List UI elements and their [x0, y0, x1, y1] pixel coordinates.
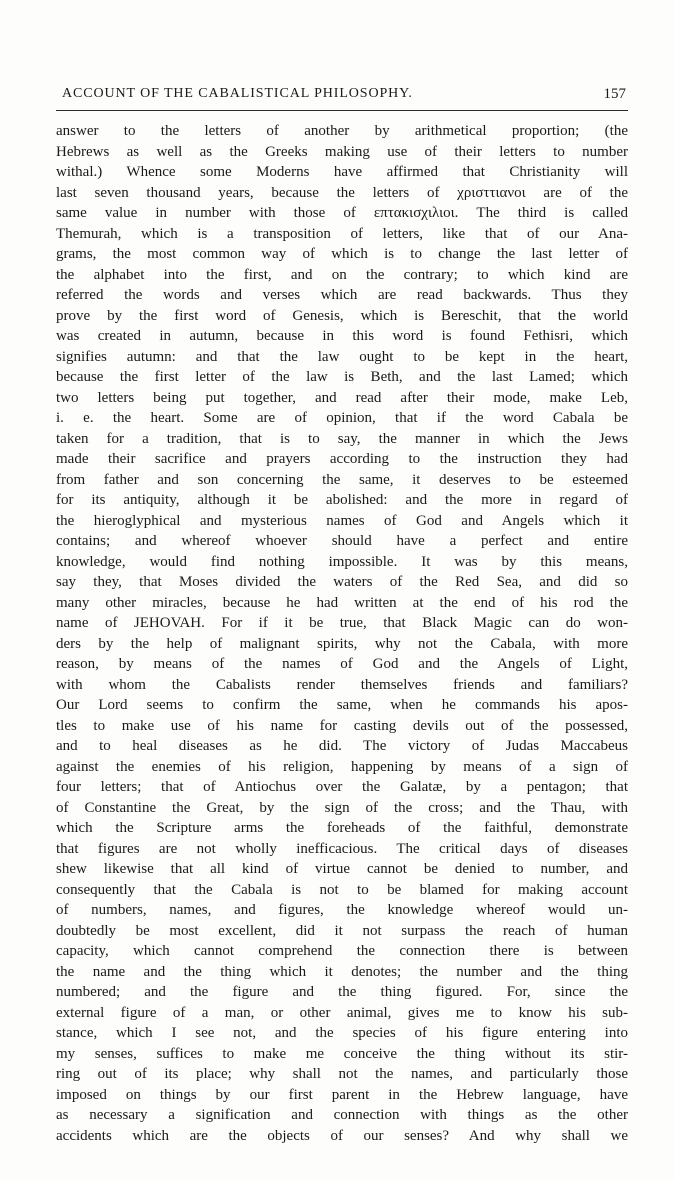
text-line: answer to the letters of another by arithmetical proportion; (the: [56, 123, 628, 139]
page-header: [56, 86, 628, 110]
text-line: the name and the thing which it denotes; the number and the thing: [56, 963, 628, 980]
text-line: that figures are not wholly inefficacious. The critical days of diseases: [56, 840, 628, 857]
text-line: which the Scripture arms the foreheads of the faithful, demonstrate: [56, 820, 628, 836]
text-line: doubtedly be most excellent, did it not surpass the reach of human: [56, 922, 628, 939]
text-line: reason, by means of the names of God and the Angels of Light,: [56, 656, 628, 672]
text-line: two letters being put together, and read after their mode, make Leb,: [56, 389, 628, 406]
text-line: shew likewise that all kind of virtue cannot be denied to number, and: [56, 861, 628, 877]
text-line: of Constantine the Great, by the sign of the cross; and the Thau, with: [56, 799, 628, 816]
page-number: 157: [603, 86, 626, 102]
text-line: external figure of a man, or other animal, gives me to know his sub-: [56, 1004, 628, 1021]
body-text: [56, 121, 628, 1146]
text-line: Themurah, which is a transposition of letters, like that of our Ana-: [56, 225, 628, 242]
text-line: against the enemies of his religion, happening by means of a sign of: [56, 758, 628, 775]
text-line: same value in number with those of επτακισχιλιοι. The third is called: [56, 205, 628, 221]
text-line: my senses, suffices to make me conceive the thing without its stir-: [56, 1045, 628, 1062]
text-line: and to heal diseases as he did. The victory of Judas Maccabeus: [56, 738, 628, 754]
text-line: imposed on things by our first parent in the Hebrew language, have: [56, 1086, 628, 1103]
text-line: ring out of its place; why shall not the names, and particularly those: [56, 1066, 628, 1082]
text-line: tles to make use of his name for casting devils out of the possessed,: [56, 717, 628, 734]
text-line: capacity, which cannot comprehend the connection there is between: [56, 943, 628, 959]
text-line: grams, the most common way of which is to change the last letter of: [56, 246, 628, 262]
text-line: contains; and whereof whoever should have a perfect and entire: [56, 533, 628, 549]
text-line: many other miracles, because he had written at the end of his rod the: [56, 594, 628, 611]
text-line: knowledge, would find nothing impossible. It was by this means,: [56, 553, 628, 570]
text-line: ders by the help of malignant spirits, why not the Cabala, with more: [56, 635, 628, 652]
text-line: because the first letter of the law is Beth, and the last Lamed; which: [56, 369, 628, 385]
text-line: withal.) Whence some Moderns have affirmed that Christianity will: [56, 164, 628, 180]
text-line: i. e. the heart. Some are of opinion, that if the word Cabala be: [56, 410, 628, 426]
text-line: accidents which are the objects of our senses? And why shall we: [56, 1127, 628, 1144]
text-line: name of JEHOVAH. For if it be true, that Black Magic can do won-: [56, 615, 628, 631]
text-line: referred the words and verses which are read backwards. Thus they: [56, 287, 628, 303]
text-line: numbered; and the figure and the thing figured. For, since the: [56, 984, 628, 1000]
text-line: the hieroglyphical and mysterious names of God and Angels which it: [56, 512, 628, 529]
running-head: ACCOUNT OF THE CABALISTICAL PHILOSOPHY.: [62, 86, 413, 101]
text-line: Our Lord seems to confirm the same, when he commands his apos-: [56, 697, 628, 713]
text-line: signifies autumn: and that the law ought to be kept in the heart,: [56, 348, 628, 365]
text-line: from father and son concerning the same, it deserves to be esteemed: [56, 471, 628, 488]
text-line: stance, which I see not, and the species of his figure entering into: [56, 1025, 628, 1041]
text-line: prove by the first word of Genesis, which is Bereschit, that the world: [56, 307, 628, 324]
text-line: of numbers, names, and figures, the knowledge whereof would un-: [56, 902, 628, 918]
text-line: Hebrews as well as the Greeks making use of their letters to number: [56, 143, 628, 160]
text-line: was created in autumn, because in this word is found Fethisri, which: [56, 328, 628, 344]
text-line: as necessary a signification and connection with things as the other: [56, 1107, 628, 1123]
text-line: taken for a tradition, that is to say, the manner in which the Jews: [56, 430, 628, 447]
text-line: the alphabet into the first, and on the contrary; to which kind are: [56, 266, 628, 283]
text-line: four letters; that of Antiochus over the Galatæ, by a pentagon; that: [56, 779, 628, 795]
text-line: consequently that the Cabala is not to be blamed for making account: [56, 881, 628, 898]
text-line: with whom the Cabalists render themselves friends and familiars?: [56, 676, 628, 693]
text-line: last seven thousand years, because the letters of χρισττιανοι are of the: [56, 184, 628, 201]
header-rule: [56, 110, 628, 111]
text-line: made their sacrifice and prayers according to the instruction they had: [56, 451, 628, 467]
text-line: for its antiquity, although it be abolished: and the more in regard of: [56, 492, 628, 508]
text-line: say they, that Moses divided the waters of the Red Sea, and did so: [56, 574, 628, 590]
